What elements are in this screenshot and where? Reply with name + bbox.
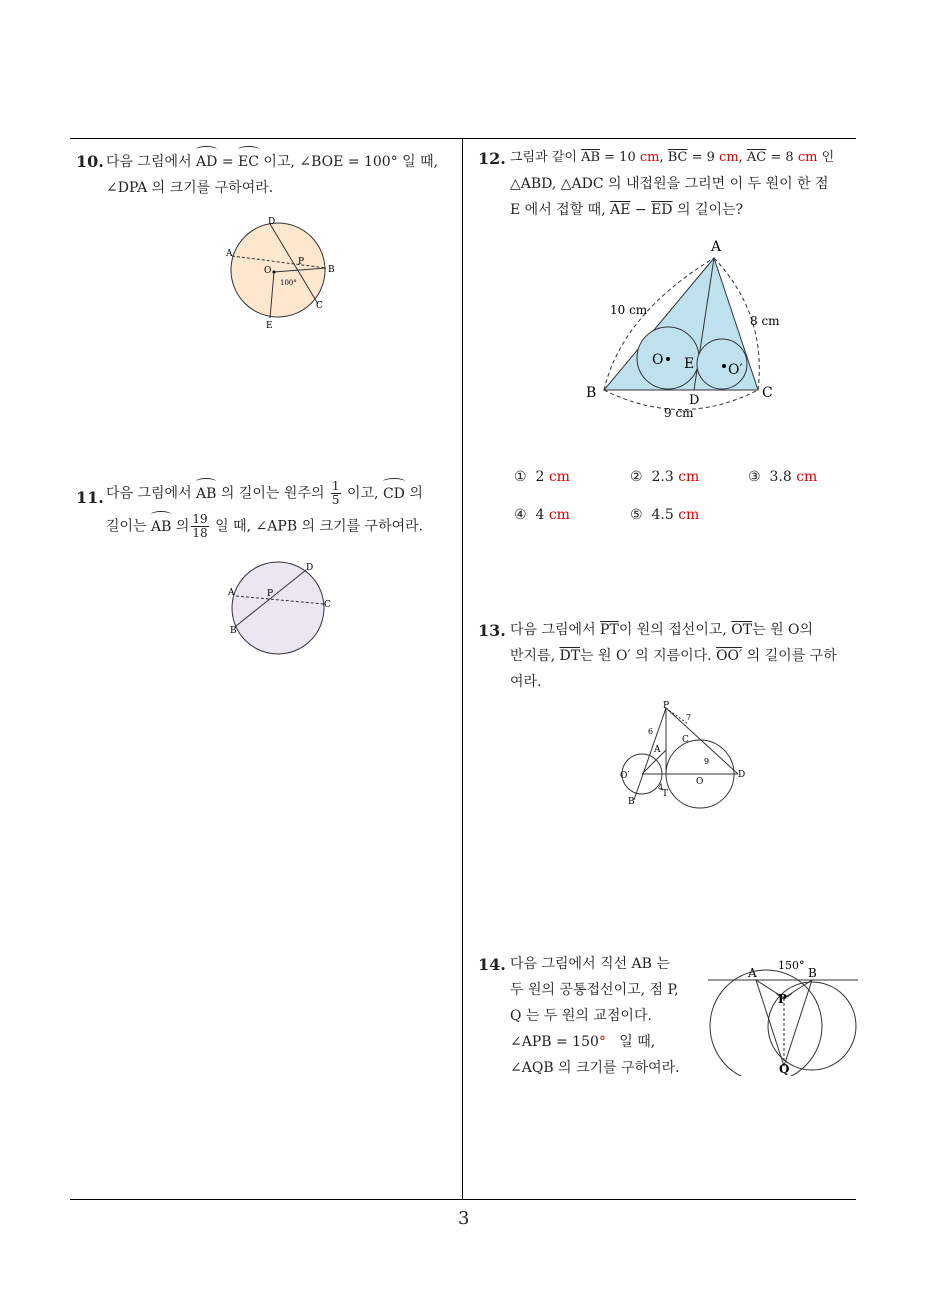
value: = 10 [600,150,640,165]
segment-pt: $\overline{PT}$ [600,622,619,638]
denominator: 5 [331,493,340,507]
label-c: C [682,735,689,745]
option-mark: ⑤ [630,507,643,523]
label-length-7: 7 [686,713,692,722]
arc-ec: EC [238,149,259,175]
question-text-line: 여라. [510,674,542,690]
option-2[interactable] [630,469,699,485]
question-text-line [510,197,743,223]
label-a: A [654,745,661,755]
question-text-line [510,1029,655,1055]
label-c: C [324,600,331,610]
numerator: 19 [192,512,208,526]
text: 의 길이는? [672,202,744,218]
label-a: A [748,966,757,980]
label-length-6: 6 [648,727,654,736]
segment-ae: $\overline{AE}$ [610,202,631,218]
text: 이고, [342,485,383,502]
segment-bc: $\overline{BC}$ [667,150,688,165]
label-d: D [268,217,276,227]
arc-cd: CD [383,481,405,507]
fraction [331,480,341,507]
label-p: P [298,257,305,267]
label-length-9: 9 [704,757,710,766]
option-value: 4 [535,507,545,523]
segment-oo-prime: OO′ [716,648,743,664]
text: ∠APB = 150 [510,1034,599,1050]
text: 다음 그림에서 [510,622,601,638]
option-unit: cm [548,507,570,523]
arc-ab: AB [151,514,171,540]
label-ab-length: 10 cm [610,303,648,317]
label-o: O [264,266,272,276]
label-q: Q [779,1062,790,1076]
label-d: D [689,393,700,408]
unit: cm [639,150,660,165]
option-1[interactable] [514,469,570,485]
label-o-prime: O′ [728,362,743,378]
option-value: 2.3 [651,469,674,485]
label-b: B [808,966,817,980]
text: 의 [171,518,190,535]
text: 이고, ∠BOE = 100° 일 때, [258,154,439,170]
question-number: 14. [478,955,506,974]
q13-circle-figure [618,700,754,810]
option-unit: cm [548,469,570,485]
text: 그림과 같이 [510,150,582,165]
top-rule [70,138,856,139]
text: 의 길이는 원주의 [216,485,329,502]
label-e: E [684,356,695,372]
label-angle: 150° [778,959,805,972]
text: = [217,154,239,170]
label-p: P [778,992,788,1006]
question-number: 10. [76,152,104,171]
segment-ed: $\overline{ED}$ [651,202,673,218]
question-text-line: △ABD, △ADC 의 내접원을 그리면 이 두 원이 한 점 [510,176,829,192]
text: 길이는 [106,518,152,535]
label-o: O [652,352,664,368]
label-angle: 100° [280,279,297,287]
value: = 9 [687,150,720,165]
label-a: A [711,239,722,255]
label-b: B [230,626,237,636]
label-b: B [586,385,597,401]
text: , [738,150,747,165]
text: 의 [404,485,423,502]
question-text-line: 두 원의 공통접선이고, 점 P, [510,982,679,998]
text: − [630,202,652,218]
label-d: D [306,563,314,573]
option-unit: cm [678,469,700,485]
label-length-4: 4 [658,783,664,792]
label-t: T [662,789,669,799]
label-p: P [663,701,670,711]
option-mark: ③ [748,469,761,485]
option-5[interactable] [630,507,699,523]
text: 일 때, [619,1034,656,1050]
q10-circle-figure [222,212,342,332]
q14-circles-figure [706,956,860,1076]
text: E 에서 접할 때, [510,202,611,218]
label-bc-length: 9 cm [664,406,694,420]
option-value: 2 [535,469,545,485]
option-4[interactable] [514,507,570,523]
text: 다음 그림에서 [106,154,197,170]
text: 는 원 O′ 의 지름이다. [580,648,717,664]
option-value: 4.5 [651,507,674,523]
text: 다음 그림에서 [106,485,197,502]
option-unit: cm [796,469,818,485]
text: 반지름, [510,648,560,664]
option-unit: cm [678,507,700,523]
label-a: A [228,588,235,598]
value: = 8 [766,150,798,165]
question-text-line: 다음 그림에서 직선 AB 는 [510,956,670,972]
arc-ad: AD [196,149,217,175]
question-text-line: Q 는 두 원의 교점이다. [510,1008,652,1024]
option-mark: ④ [514,507,527,523]
question-text-line [510,617,813,643]
question-text-line [106,513,423,540]
text: 의 길이를 구하 [742,648,837,664]
label-c: C [316,301,323,311]
question-text-line: ∠DPA 의 크기를 구하여라. [106,180,274,196]
degree-sign: ° [598,1034,606,1050]
unit: cm [797,150,818,165]
q11-circle-figure [224,558,344,662]
numerator: 1 [331,479,340,493]
label-o: O [696,777,704,787]
segment-dt: $\overline{DT}$ [559,648,581,664]
option-value: 3.8 [769,469,792,485]
label-c: C [762,385,773,401]
label-b: B [628,797,635,807]
denominator: 18 [192,526,208,540]
question-number: 13. [478,621,506,640]
question-number: 12. [478,149,506,168]
question-number: 11. [76,488,104,507]
text: 는 원 O의 [752,622,814,638]
question-text-line [510,145,834,171]
segment-ac: $\overline{AC}$ [746,150,767,165]
page-number: 3 [458,1208,470,1229]
q12-triangle-figure [582,234,782,424]
option-mark: ② [630,469,643,485]
label-a: A [226,249,233,259]
text: 인 [817,150,835,165]
segment-ot: $\overline{OT}$ [731,622,753,638]
text: 이 원의 접선이고, [618,622,732,638]
option-mark: ① [514,469,527,485]
column-divider [462,138,463,1200]
bottom-rule [70,1199,856,1200]
question-text-line: ∠AQB 의 크기를 구하여라. [510,1060,680,1076]
question-text-line [106,149,438,175]
label-o-prime: O′ [620,771,630,781]
label-d: D [738,770,746,780]
label-b: B [328,265,335,275]
segment-ab: $\overline{AB}$ [581,150,601,165]
text: , [659,150,668,165]
label-p: P [267,589,274,599]
text: 일 때, ∠APB 의 크기를 구하여라. [210,518,424,535]
question-text-line [106,480,423,507]
fraction [191,513,208,540]
unit: cm [719,150,739,165]
label-e: E [266,321,273,331]
option-3[interactable] [748,469,817,485]
label-ac-length: 8 cm [750,314,780,328]
question-text-line [510,643,837,669]
arc-ab: AB [196,481,216,507]
